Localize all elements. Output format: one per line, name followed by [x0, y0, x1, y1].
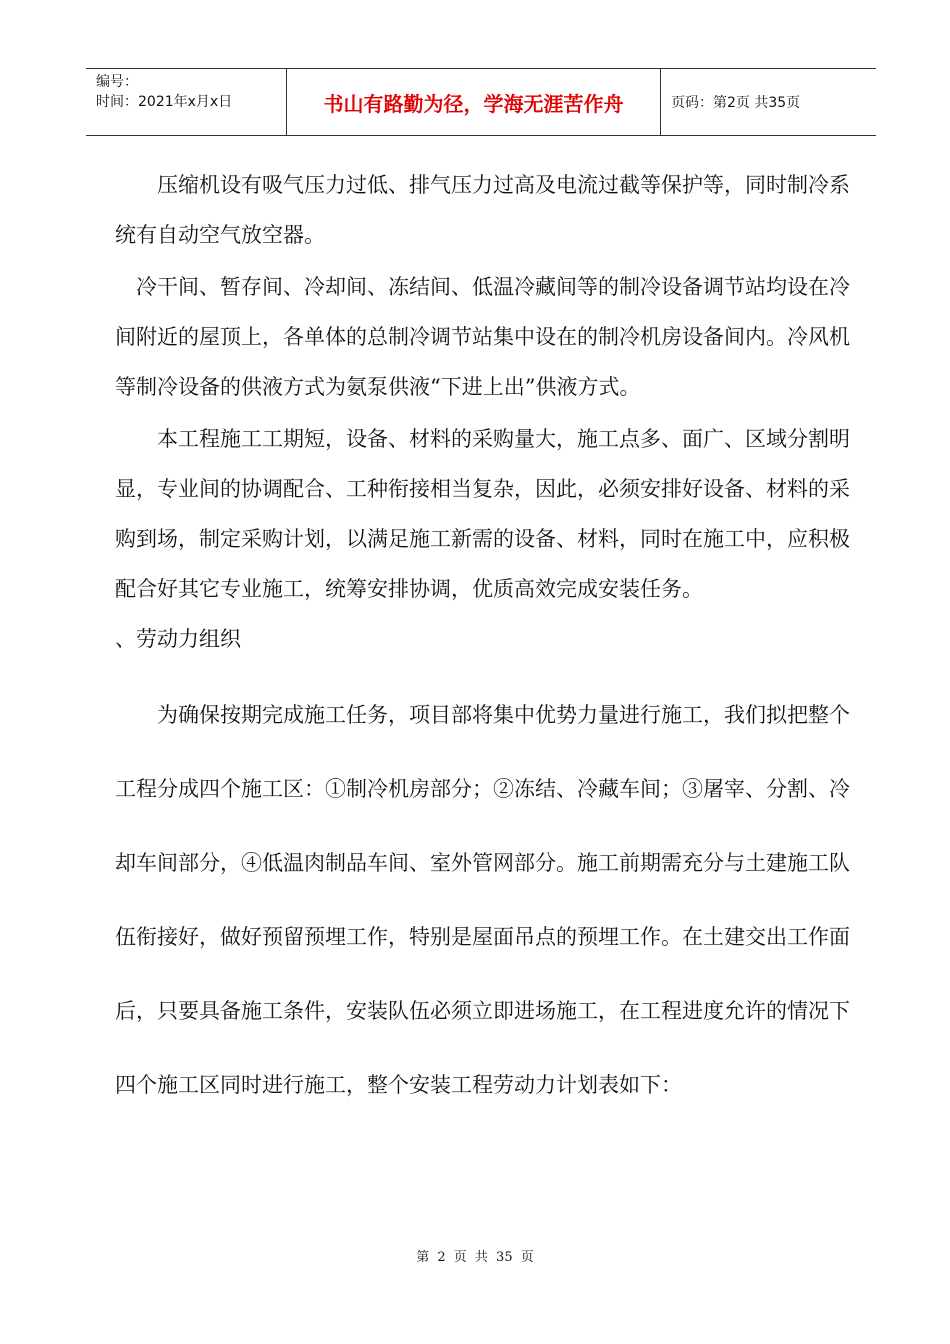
document-number-label: 编号： [96, 74, 138, 90]
header-meta [86, 69, 287, 135]
section-heading-labor: 、劳动力组织 [115, 627, 241, 651]
page-footer: 第 2 页 共 35 页 [416, 1250, 534, 1265]
document-date-label: 时间：2021年x月x日 [96, 94, 233, 110]
header-motto: 书山有路勤为径，学海无涯苦作舟 [287, 69, 661, 135]
paragraph-compressor: 压缩机设有吸气压力过低、排气压力过高及电流过截等保护等，同时制冷系统有自动空气放空器。 [115, 173, 850, 247]
document-body [115, 160, 855, 1122]
paragraph-stations: 冷干间、暂存间、冷却间、冻结间、低温冷藏间等的制冷设备调节站均设在冷间附近的屋顶上，各单体的总制冷调节站集中设在的制冷机房设备间内。冷风机等制冷设备的供液方式为氨泵供液“下进上出”供液方式。 [115, 275, 850, 399]
paragraph-procurement: 本工程施工工期短，设备、材料的采购量大，施工点多、面广、区域分割明显，专业间的协调配合、工种衔接相当复杂，因此，必须安排好设备、材料的采购到场，制定采购计划，以满足施工新需的设备、材料，同时在施工中，应积极配合好其它专业施工，统筹安排协调，优质高效完成安装任务。 [115, 427, 850, 601]
page-header [86, 68, 876, 136]
header-page-info: 页码：第2页 共35页 [671, 95, 801, 111]
paragraph-labor: 为确保按期完成施工任务，项目部将集中优势力量进行施工，我们拟把整个工程分成四个施工区：①制冷机房部分；②冻结、冷藏车间；③屠宰、分割、冷却车间部分，④低温肉制品车间、室外管网部分。施工前期需充分与土建施工队伍衔接好，做好预留预埋工作，特别是屋面吊点的预埋工作。在土建交出工作面后，只要具备施工条件，安装队伍必须立即进场施工，在工程进度允许的情况下四个施工区同时进行施工，整个安装工程劳动力计划表如下： [115, 703, 850, 1097]
